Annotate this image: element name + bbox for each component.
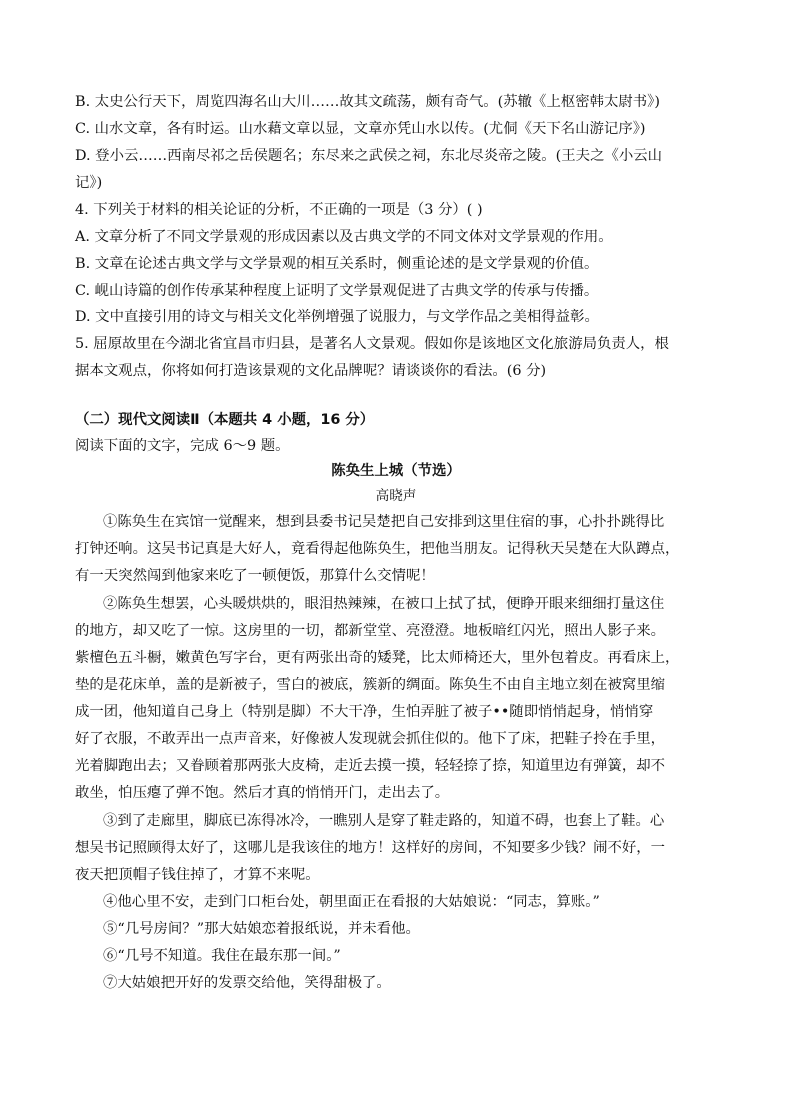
passage-line: 打钟还响。这吴书记真是大好人，竟看得起他陈奂生，把他当朋友。记得秋天吴楚在大队蹲点， xyxy=(75,541,680,557)
question-4-option-b: B. 文章在论述古典文学与文学景观的相互关系时，侧重论述的是文学景观的价值。 xyxy=(75,256,599,272)
passage-author: 高晓声 xyxy=(375,488,417,504)
option-c-text: C. 山水文章，各有时运。山水藉文章以显，文章亦凭山水以传。(尤侗《天下名山游记序》) xyxy=(75,121,646,137)
question-4-option-d: D. 文中直接引用的诗文与相关文化举例增强了说服力，与文学作品之美相得益彰。 xyxy=(75,309,599,325)
option-d-text-line1: D. 登小云……西南尽祁之岳侯题名；东尽来之武侯之祠，东北尽炎帝之陵。(王夫之《小云山 xyxy=(75,148,663,164)
passage-line: 垫的是花床单，盖的是新被子，雪白的被底，簇新的绸面。陈奂生不由自主地立刻在被窝里缩 xyxy=(75,677,666,693)
passage-line: 紫檀色五斗橱，嫩黄色写字台，更有两张出奇的矮凳，比太师椅还大，里外包着皮。再看床上， xyxy=(75,650,680,666)
question-4-option-a: A. 文章分析了不同文学景观的形成因素以及古典文学的不同文体对文学景观的作用。 xyxy=(75,229,613,245)
passage-line: ⑥“几号不知道。我住在最东那一间。” xyxy=(103,948,341,964)
passage-line: ②陈奂生想罢，心头暖烘烘的，眼泪热辣辣，在被口上拭了拭，便睁开眼来细细打量这住 xyxy=(103,596,665,612)
section-instruction: 阅读下面的文字，完成 6～9 题。 xyxy=(75,438,290,454)
passage-line: 成一团，他知道自己身上（特别是脚）不大干净，生怕弄脏了被子••随即悄悄起身，悄悄穿 xyxy=(75,704,654,720)
question-4-stem: 4. 下列关于材料的相关论证的分析，不正确的一项是（3 分）( ) xyxy=(75,202,483,218)
passage-line: 好了衣服，不敢弄出一点声音来，好像被人发现就会抓住似的。他下了床，把鞋子拎在手里， xyxy=(75,731,666,747)
passage-line: 敢坐，怕压瘪了弹不饱。然后才真的悄悄开门，走出去了。 xyxy=(75,785,450,801)
passage-line: 有一天突然闯到他家来吃了一顿便饭，那算什么交情呢！ xyxy=(75,568,435,584)
passage-line: ③到了走廊里，脚底已冻得冰冷，一瞧别人是穿了鞋走路的，知道不碍，也套上了鞋。心 xyxy=(103,813,665,829)
passage-line: ①陈奂生在宾馆一觉醒来，想到县委书记吴楚把自己安排到这里住宿的事，心扑扑跳得比 xyxy=(103,514,665,530)
option-d-text-line2: 记》) xyxy=(75,175,103,191)
passage-title: 陈奂生上城（节选） xyxy=(331,463,461,479)
passage-line: ⑤“几号房间？”那大姑娘恋着报纸说，并未看他。 xyxy=(103,921,420,937)
section-heading: （二）现代文阅读Ⅱ（本题共 4 小题，16 分） xyxy=(75,412,375,428)
question-5-line2: 据本文观点，你将如何打造该景观的文化品牌呢？请谈谈你的看法。(6 分) xyxy=(75,363,547,379)
passage-line: ⑦大姑娘把开好的发票交给他，笑得甜极了。 xyxy=(103,975,391,991)
passage-line: ④他心里不安，走到门口柜台处，朝里面正在看报的大姑娘说：“同志，算账。” xyxy=(103,894,600,910)
passage-line: 的地方，却又吃了一惊。这房里的一切，都新堂堂、亮澄澄。地板暗红闪光，照出人影子来。 xyxy=(75,623,666,639)
question-4-option-c: C. 岘山诗篇的创作传承某种程度上证明了文学景观促进了古典文学的传承与传播。 xyxy=(75,283,599,299)
option-b-text: B. 太史公行天下，周览四海名山大川……故其文疏荡，颇有奇气。(苏辙《上枢密韩太尉书》) xyxy=(75,94,660,110)
question-5-line1: 5. 屈原故里在今湖北省宜昌市归县，是著名人文景观。假如你是该地区文化旅游局负责人，根 xyxy=(75,336,669,352)
passage-line: 想吴书记照顾得太好了，这哪儿是我该住的地方！这样好的房间，不知要多少钱？闹不好，一 xyxy=(75,840,666,856)
passage-line: 夜天把顶帽子钱住掉了，才算不来呢。 xyxy=(75,867,320,883)
passage-line: 光着脚跑出去；又眷顾着那两张大皮椅，走近去摸一摸，轻轻捺了捺，知道里边有弹簧，却不 xyxy=(75,758,666,774)
